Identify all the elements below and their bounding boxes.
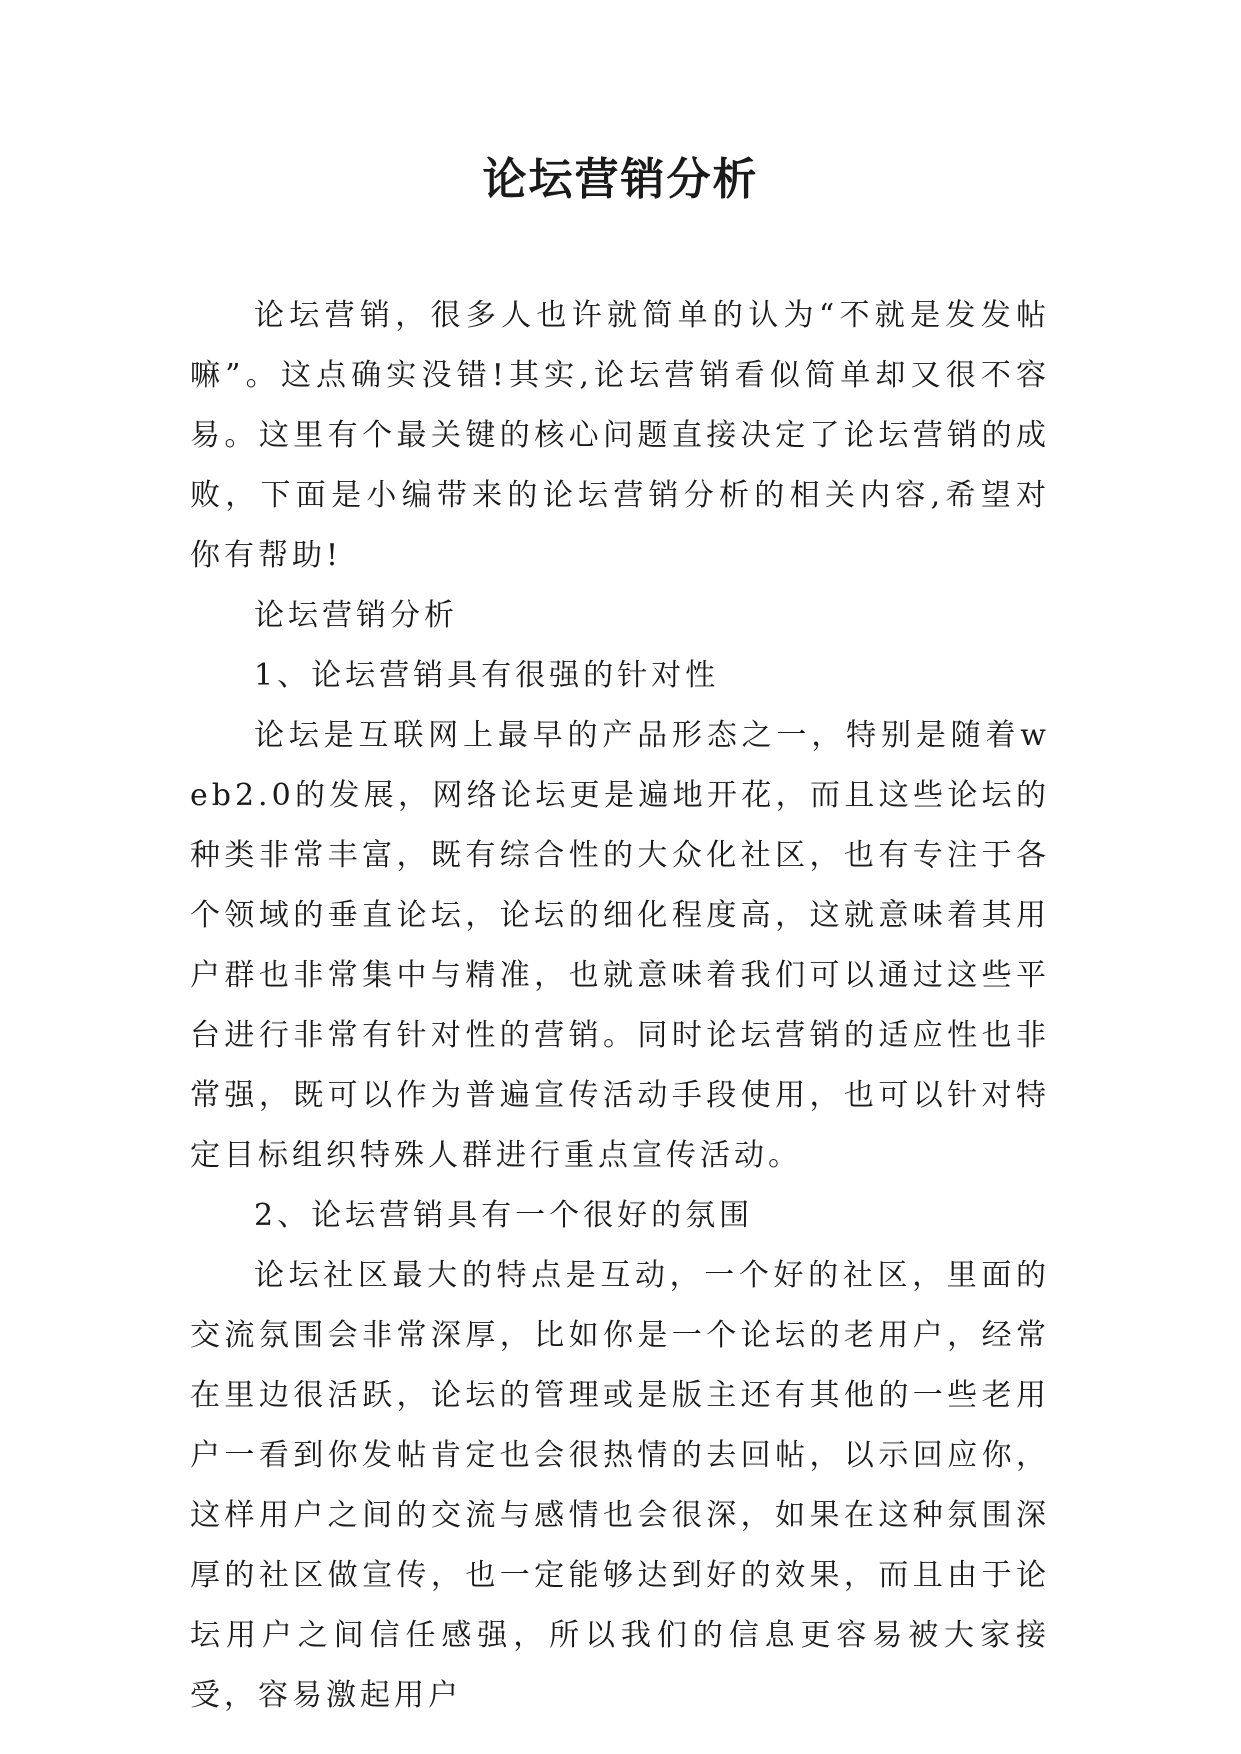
paragraph-intro: 论坛营销，很多人也许就简单的认为“不就是发发帖嘛”。这点确实没错!其实,论坛营销看似简单却又很不容易。这里有个最关键的核心问题直接决定了论坛营销的成败，下面是小编带来的论坛营销分析的相关内容,希望对你有帮助!	[190, 298, 1050, 573]
document-title: 论坛营销分析	[482, 154, 759, 205]
paragraph-targeting: 论坛是互联网上最早的产品形态之一，特别是随着web2.0的发展，网络论坛更是遍地开花，而且这些论坛的种类非常丰富，既有综合性的大众化社区，也有专注于各个领域的垂直论坛，论坛的细化程度高，这就意味着其用户群也非常集中与精准，也就意味着我们可以通过这些平台进行非常有针对性的营销。同时论坛营销的适应性也非常强，既可以作为普遍宣传活动手段使用，也可以针对特定目标组织特殊人群进行重点宣传活动。	[190, 718, 1050, 1173]
document-body	[190, 286, 1050, 1726]
subheading-1: 1、论坛营销具有很强的针对性	[254, 658, 720, 693]
section-heading: 论坛营销分析	[254, 598, 458, 633]
paragraph-atmosphere: 论坛社区最大的特点是互动，一个好的社区，里面的交流氛围会非常深厚，比如你是一个论坛的老用户，经常在里边很活跃，论坛的管理或是版主还有其他的一些老用户一看到你发帖肯定也会很热情的去回帖，以示回应你，这样用户之间的交流与感情也会很深，如果在这种氛围深厚的社区做宣传，也一定能够达到好的效果，而且由于论坛用户之间信任感强，所以我们的信息更容易被大家接受，容易激起用户	[190, 1258, 1050, 1713]
subheading-2: 2、论坛营销具有一个很好的氛围	[254, 1198, 754, 1233]
